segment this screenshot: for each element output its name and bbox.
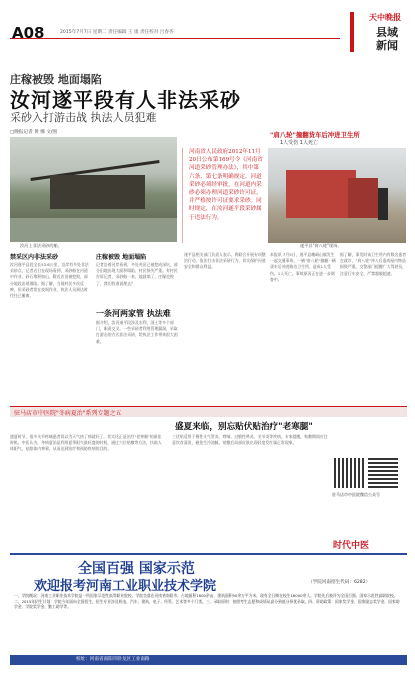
newspaper-logo	[350, 6, 407, 54]
logo-main-text: 天中晚报	[369, 12, 401, 22]
qr-code-2	[368, 458, 398, 488]
page-code: A08	[12, 24, 45, 42]
hospital-logo: 时代中医	[333, 541, 370, 551]
page-header	[10, 6, 407, 56]
logo-accent-bar	[350, 12, 354, 52]
feature-body-a: 盛夏时节，很多关节疼痛患者误以为天气热了病就好了，其实这正是治疗"老寒腿"的最佳时机。中医认为，冬病夏治是利用夏季阳气最旺盛的时机，通过穴位贴敷等方法，扶助人体阳气，祛除体内寒邪，从而达到治疗和预防疾病的目的。	[10, 434, 162, 452]
photo-truck-body	[286, 170, 356, 218]
side-story-subhead: 1人受伤 1人死亡	[280, 140, 318, 146]
body-column-2: 记者沿着河岸看到，多处麦田已被挖成深坑，部分田地出现大面积塌陷，村民损失严重。有村民告诉记者，采砂船一来，地就塌了，庄稼也毁了，我们找谁说理去？	[96, 262, 178, 286]
ad-footer-address: 校址：河南省南阳市卧龙区工业南路	[76, 657, 150, 662]
photo-river-water	[10, 218, 177, 242]
regulation-quote-text: 河南省人民政府2012年11月20日公布第169号令《河南省河道采砂管理办法》，其中第六条、第七条明确规定，河道采砂必须经审批，在河道内采砂必须办理河道采砂许可证，并严格按许可证要求采砂。同时规定，在汝河遂平段采砂属于违法行为。	[189, 149, 263, 221]
body-column-3: 据介绍，汝河遂平段涉及水利、国土等多个部门，职责交叉，一些采砂者利用管理漏洞，采取打游击的方式非法采砂，给执法工作带来很大困难。	[96, 320, 178, 344]
lead-headline: 汝河遂平段有人非法采砂	[10, 88, 241, 112]
body-column-1: 汝河遂平县段全长53.6公里，沿岸有多处非法采砂点。记者近日在现场看到，采砂船在河道中作业，砂石堆积如山，附近农田被挖毁，部分地段出现塌陷。据了解，当地村民多次反映，但采砂者常在夜间作业，执法人员到达时往往已撤离。	[10, 262, 89, 299]
body-column-6: 据了解，事发时该卫生所内有数名患者在就诊，"肩八轮"冲入后造成屋内物品损毁严重。交警部门提醒广大驾驶员，注意行车安全，严禁超载超速。	[340, 252, 407, 276]
section-title-no-mining-zone: 禁采区内非法采砂	[10, 254, 59, 261]
ad-title: 全国百强 国家示范	[78, 561, 195, 577]
section-title-enforcement: 一条河两家管 执法难	[96, 309, 171, 318]
college-advertisement	[10, 553, 407, 665]
body-column-5: 本报讯 7月5日，遂平县嵖岈山镇发生一起交通事故，一辆"肩八轮"撞翻一辆货车后冲进路边卫生所，造成1人受伤、1人死亡。事故原因正在进一步调查中。	[270, 252, 336, 282]
photo-bystander	[378, 188, 388, 220]
lead-kicker: 庄稼被毁 地面塌陷	[10, 73, 102, 86]
side-story-headline: "肩八轮"撞翻货车后冲进卫生所	[270, 131, 360, 139]
feature-series-label: 驻马店市中医院"冬病夏治"系列专题之五	[14, 410, 122, 417]
header-divider	[10, 38, 340, 39]
sand-dredging-photo	[10, 137, 177, 242]
lead-subhead: 采砂入打游击战 执法人员犯难	[10, 111, 157, 124]
left-photo-caption: 汝河上非法采砂的船。	[20, 243, 62, 248]
feature-body-b: 三伏贴适用于慢性支气管炎、哮喘、过敏性鼻炎、关节炎等疾病。专家提醒，贴敷期间应注意饮食清淡，避免生冷油腻，贴敷后局部皮肤出现轻度发红属正常现象。	[172, 434, 328, 446]
photo-dredger-boat	[50, 175, 145, 209]
section-name: 县域新闻	[376, 26, 398, 52]
regulation-quote-box	[182, 148, 264, 243]
accident-truck-photo	[268, 148, 406, 243]
feature-headline: 盛夏来临，别忘贴伏贴治疗"老寒腿"	[175, 422, 313, 432]
section-title-crops-damaged: 庄稼被毁 地面塌陷	[96, 254, 147, 261]
photo-truck-cab	[348, 178, 378, 218]
ad-footer-bar	[10, 655, 407, 665]
right-photo-caption: 遂平县"肩八轮"现场。	[300, 243, 342, 248]
ad-body-text: 一、学院概况：河南工业职业技术学院是一所国家示范性高等职业院校，学院坐落在河南省南阳市，占地面积1600余亩，建筑面积50余万平方米，现有全日制在校生16000余人。学院先后被评为全国百强、国家示范性高职院校。二、2015年招生计划：学院今年面向全国招生，招生专业涉及机电、汽车、建筑、电子、经管、艺术等多个门类。三、录取原则：按照考生志愿和成绩从高分到低分择优录取。四、资助政策：国家奖学金、国家励志奖学金、国家助学金、学院奖学金、勤工助学等。	[14, 593, 400, 610]
qr-code-1	[334, 458, 364, 488]
qr-code-label: 驻马店市中医院微信公众号	[332, 492, 380, 497]
ad-subtitle: 欢迎报考河南工业职业技术学院	[34, 579, 217, 594]
ad-enrollment-code: （学院河南招生代码：6282）	[308, 580, 371, 585]
body-column-4: 遂平县相关部门负责人表示，将联合开展专项整治行动，依法打击非法采砂行为，切实保护河道安全和群众利益。	[184, 252, 266, 270]
lead-byline: □晚报记者 黄 娜 文/图	[10, 130, 58, 135]
issue-info: 2015年7月7日 星期二 责任编辑 王 康 责任校对 吕春杏	[60, 30, 174, 35]
